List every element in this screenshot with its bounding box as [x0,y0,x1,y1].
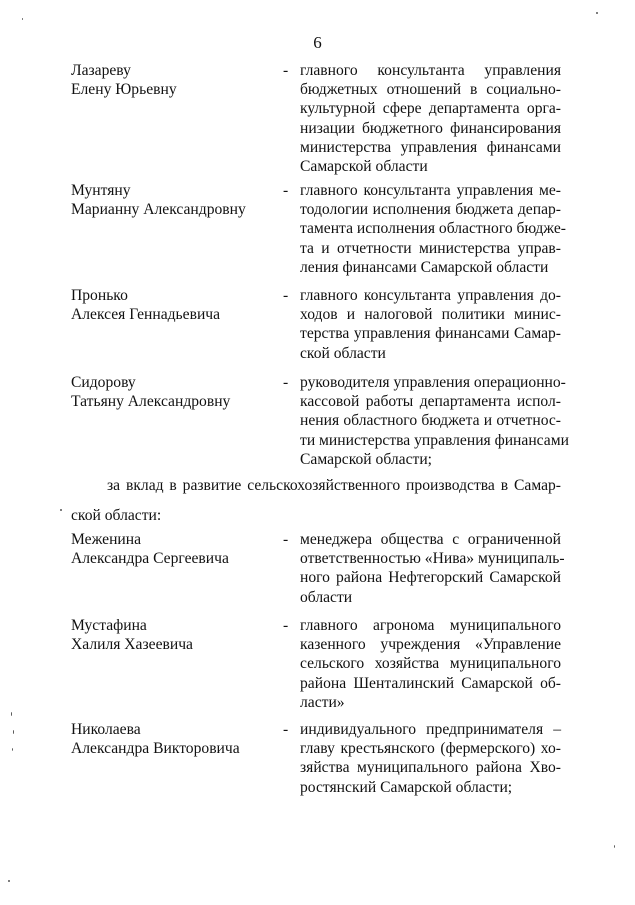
position-description [300,530,565,607]
recipient-name [71,616,281,654]
description-line: нения областного бюджета и отчетнос- [300,412,561,430]
given-names: Александра Сергеевича [71,550,229,568]
description-line: ходов и налоговой политики минис- [300,306,561,324]
description-line: главу крестьянского (фермерского) хо- [300,740,561,758]
description-line: главного консультанта управления [300,62,561,79]
description-line: ти министерства управления финансами [300,431,569,449]
description-line: министерства управления финансами [300,138,561,156]
dash: - [283,531,289,548]
description-line: ростянский Самарской области; [300,778,513,796]
given-names: Халиля Хазеевича [71,636,193,654]
description-line: кассовой работы департамента испол- [300,393,561,411]
scan-speck [614,845,615,848]
description-line: та и отчетности министерства управ- [300,239,561,257]
dash: - [283,182,289,199]
position-description [300,373,569,469]
scan-speck [596,12,598,14]
description-line: области [300,588,353,606]
position-description [300,616,561,712]
description-line: тамента исполнения областного бюдже- [300,220,566,238]
description-line: ласти» [300,693,345,711]
description-line: сельского хозяйства муниципального [300,655,561,673]
section-heading-line-2: ской области: [71,507,162,524]
surname: Меженина [71,531,142,548]
dash: - [283,62,289,79]
dash: - [283,287,289,304]
description-line: казенного учреждения «Управление [300,636,561,654]
position-description [300,720,561,797]
surname: Лазареву [71,62,131,79]
description-line: ской области [300,344,386,362]
surname: Пронько [71,287,128,304]
recipient-name [71,530,281,568]
description-line: зяйства муниципального района Хво- [300,759,561,777]
recipient-name [71,373,281,411]
description-line: низации бюджетного финансирования [300,119,561,137]
section-heading-line-1: за вклад в развитие сельскохозяйственного производства в Самар- [107,477,561,494]
description-line: индивидуального предпринимателя – [300,721,561,738]
dash: - [283,617,289,634]
scan-speck [22,18,23,20]
description-line: руководителя управления операционно- [300,374,566,391]
scan-speck [8,880,10,882]
dash: - [283,374,289,391]
surname: Сидорову [71,374,136,391]
description-line: терства управления финансами Самар- [300,325,561,343]
scan-speck [13,730,14,734]
description-line: ного района Нефтегорский Самарской [300,569,561,587]
given-names: Алексея Геннадьевича [71,306,221,324]
page-number: 6 [313,33,322,52]
recipient-name [71,181,281,219]
given-names: Татьяну Александровну [71,393,231,411]
recipient-name [71,720,281,758]
description-line: культурной сфере департамента орга- [300,100,561,118]
description-line: главного консультанта управления ме- [300,182,561,199]
surname: Мунтяну [71,182,131,199]
description-line: главного агронома муниципального [300,617,561,634]
scan-speck [12,748,13,751]
description-line: менеджера общества с ограниченной [300,531,561,548]
given-names: Марианну Александровну [71,201,246,219]
given-names: Александра Викторовича [71,740,240,758]
surname: Николаева [71,721,141,738]
given-names: Елену Юрьевну [71,81,177,99]
description-line: ответственностью «Нива» муниципаль- [300,550,565,568]
description-line: района Шенталинский Самарской об- [300,674,561,692]
description-line: тодологии исполнения бюджета депар- [300,201,561,219]
recipient-name [71,61,281,99]
description-line: бюджетных отношений в социально- [300,81,561,99]
description-line: Самарской области; [300,450,433,468]
position-description [300,286,561,363]
scan-speck [60,509,62,511]
scan-speck [11,712,12,716]
position-description [300,181,566,277]
description-line: главного консультанта управления до- [300,287,561,304]
dash: - [283,721,289,738]
position-description [300,61,561,176]
recipient-name [71,286,281,324]
description-line: Самарской области [300,158,428,176]
surname: Мустафина [71,617,147,634]
description-line: ления финансами Самарской области [300,258,549,276]
